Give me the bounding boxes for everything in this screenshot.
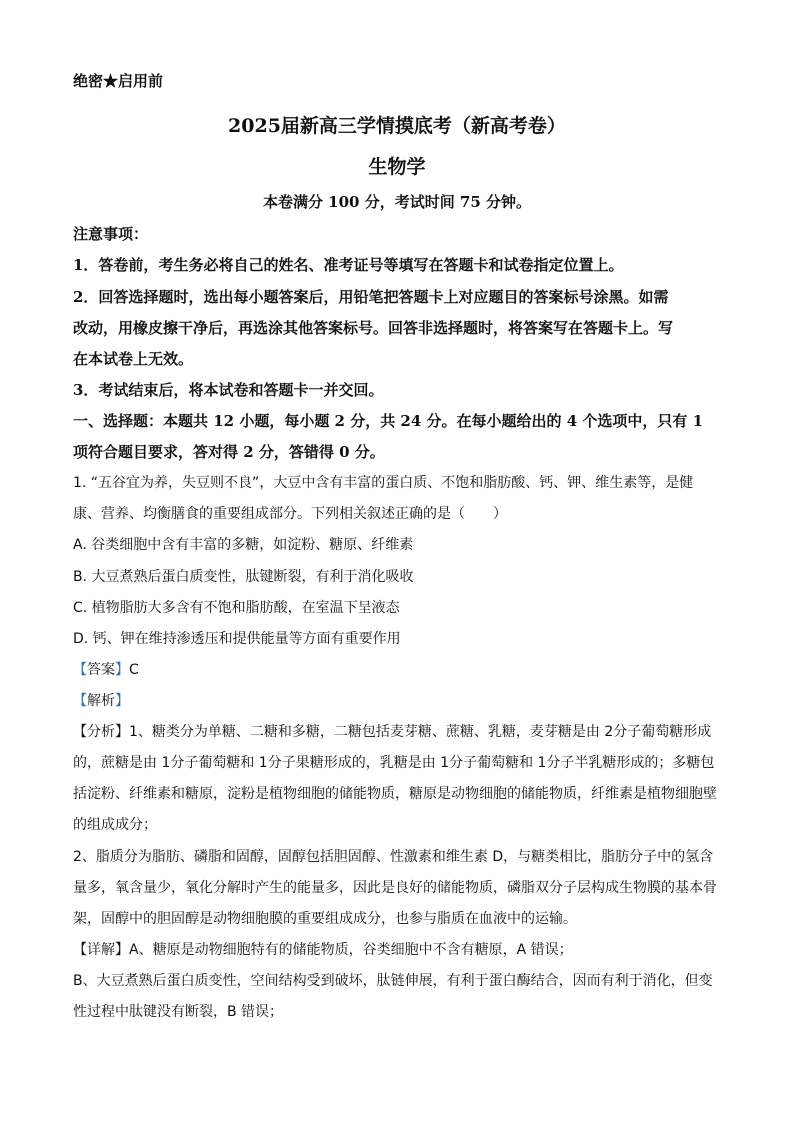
xiangjie-label: 详解: [87, 942, 115, 958]
xiangjie-line-2: B、大豆煮熟后蛋白质变性，空间结构受到破坏，肽链伸展，有利于蛋白酶结合，因而有利于消化，但变: [73, 973, 713, 989]
note-1: 1．答卷前，考生务必将自己的姓名、准考证号等填写在答题卡和试卷指定位置上。: [73, 256, 624, 274]
subject-title: 生物学: [368, 156, 426, 178]
exam-title: 2025届新高三学情摸底考（新高考卷）: [228, 115, 566, 137]
analysis-heading: [73, 691, 129, 711]
analysis-bracket-close: 】: [115, 693, 129, 709]
note-3: 3．考试结束后，将本试卷和答题卡一并交回。: [73, 381, 384, 399]
fenxi-line-1: [73, 722, 711, 742]
score-info: 本卷满分 100 分，考试时间 75 分钟。: [262, 193, 532, 211]
analysis-bracket-open: 【: [73, 693, 87, 709]
answer-label: 答案: [87, 662, 115, 678]
answer-bracket-close: 】: [115, 662, 129, 678]
question-stem-line-2: 康、营养、均衡膳食的重要组成部分。下列相关叙述正确的是（ ）: [73, 506, 507, 522]
fenxi-line-2: 的，蔗糖是由 1分子葡萄糖和 1分子果糖形成的，乳糖是由 1分子葡萄糖和 1分子半乳糖形成的；多糖包: [73, 755, 715, 771]
section-heading-line-2: 项符合题目要求，答对得 2 分，答错得 0 分。: [73, 443, 385, 461]
fenxi-line-7: 架，固醇中的胆固醇是动物细胞膜的重要组成成分，也参与脂质在血液中的运输。: [73, 911, 577, 927]
fenxi-text-1: 1、糖类分为单糖、二糖和多糖，二糖包括麦芽糖、蔗糖、乳糖，麦芽糖是由 2分子葡萄糖形成: [129, 724, 712, 740]
fenxi-line-6: 量多，氧含量少，氧化分解时产生的能量多，因此是良好的储能物质，磷脂双分子层构成生物膜的基本骨: [73, 880, 717, 896]
note-2-line-2: 改动，用橡皮擦干净后，再选涂其他答案标号。回答非选择题时，将答案写在答题卡上。写: [73, 319, 674, 337]
option-b: B. 大豆煮熟后蛋白质变性，肽键断裂，有利于消化吸收: [73, 569, 414, 585]
secret-label: 绝密★启用前: [73, 72, 164, 90]
fenxi-bracket-open: 【: [73, 724, 87, 740]
question-stem-line-1: 1. “五谷宜为养，失豆则不良”，大豆中含有丰富的蛋白质、不饱和脂肪酸、钙、钾、维生素等，是健: [73, 475, 694, 491]
analysis-label: 解析: [87, 693, 115, 709]
xiangjie-text-1: A、糖原是动物细胞特有的储能物质，谷类细胞中不含有糖原，A 错误；: [129, 942, 573, 958]
note-2-line-3: 在本试卷上无效。: [73, 350, 194, 368]
xiangjie-line-3: 性过程中肽键没有断裂，B 错误；: [73, 1004, 284, 1020]
option-a: A. 谷类细胞中含有丰富的多糖，如淀粉、糖原、纤维素: [73, 537, 414, 553]
answer-value: C: [129, 662, 139, 678]
fenxi-line-3: 括淀粉、纤维素和糖原，淀粉是植物细胞的储能物质，糖原是动物细胞的储能物质，纤维素是植物细胞壁: [73, 786, 717, 802]
xiangjie-bracket-open: 【: [73, 942, 87, 958]
fenxi-label: 分析: [87, 724, 115, 740]
fenxi-line-5: 2、脂质分为脂肪、磷脂和固醇，固醇包括胆固醇、性激素和维生素 D，与糖类相比，脂肪分子中的氢含: [73, 849, 714, 865]
xiangjie-line-1: [73, 940, 573, 960]
fenxi-bracket-close: 】: [115, 724, 129, 740]
option-c: C. 植物脂肪大多含有不饱和脂肪酸，在室温下呈液态: [73, 600, 400, 616]
option-d: D. 钙、钾在维持渗透压和提供能量等方面有重要作用: [73, 631, 401, 647]
fenxi-line-4: 的组成成分；: [73, 817, 157, 833]
xiangjie-bracket-close: 】: [115, 942, 129, 958]
answer-bracket-open: 【: [73, 662, 87, 678]
notes-heading: 注意事项：: [73, 225, 149, 243]
section-heading-line-1: 一、选择题：本题共 12 小题，每小题 2 分，共 24 分。在每小题给出的 4 个选项中，只有 1: [73, 412, 704, 430]
answer-line: [73, 660, 139, 680]
note-2-line-1: 2．回答选择题时，选出每小题答案后，用铅笔把答题卡上对应题目的答案标号涂黑。如需: [73, 288, 669, 306]
